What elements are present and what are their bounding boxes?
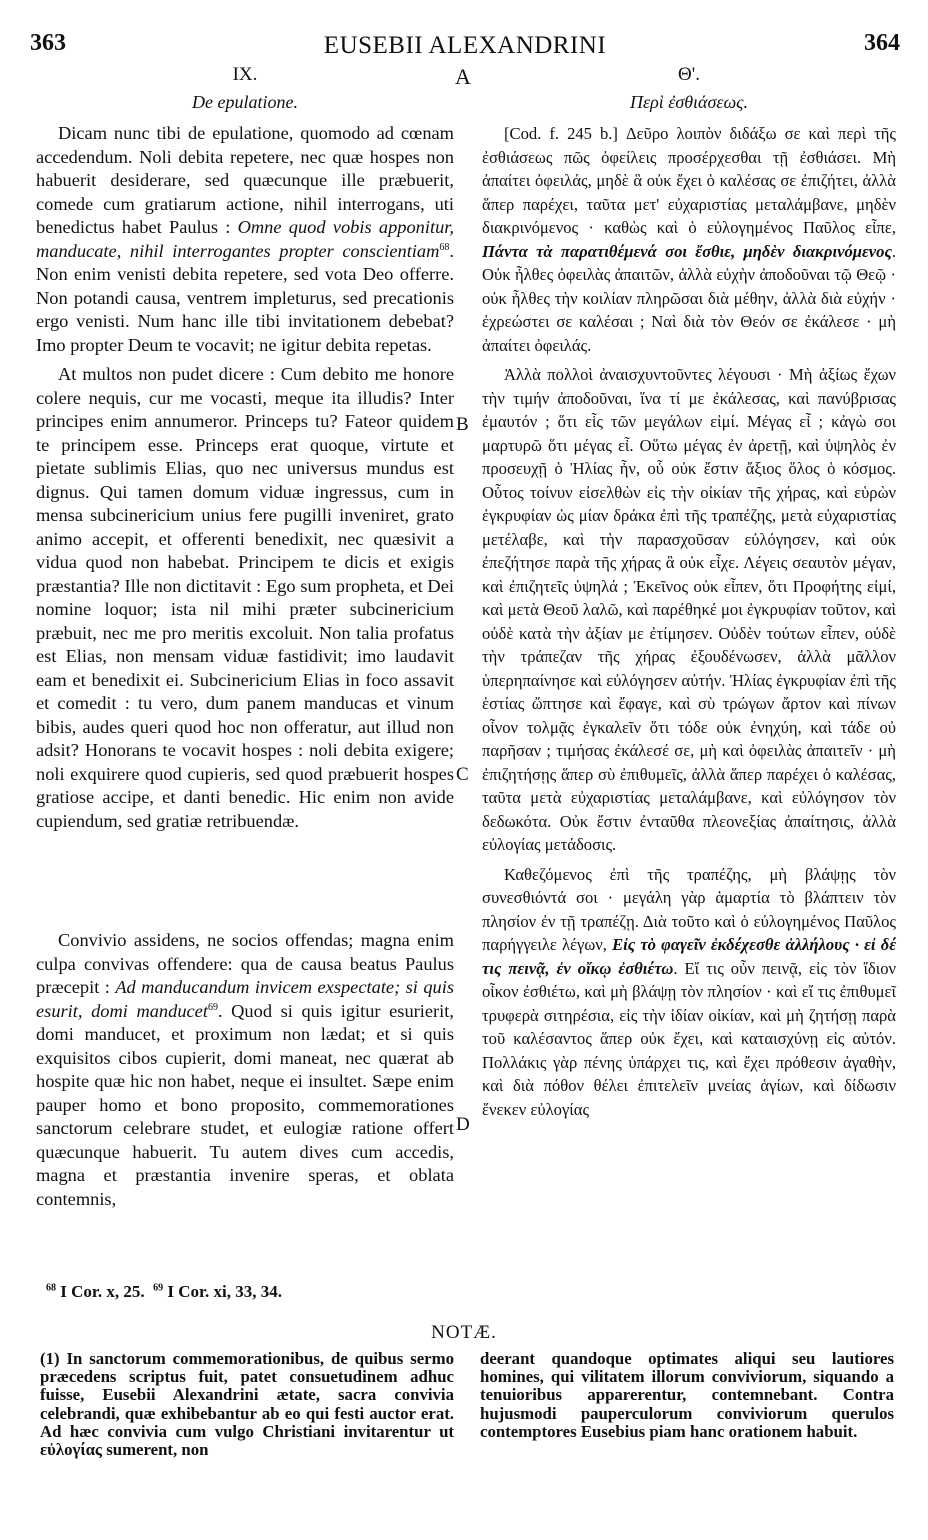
latin-column [36,62,454,1211]
notae-heading: NOTÆ. [431,1322,497,1343]
greek-p3-text-b: . Εἴ τις οὖν πεινᾷ, εἰς τὸν ἴδιον οἶκον ἐσθιέτω, καὶ μὴ βλάψῃ τὸν πλησίον · καὶ εἴ τις ἐπιθυμεῖ τρυφερὰ σιτηρέσια, εἰς τὴν ἰδίαν οἰκίαν, καὶ μὴ ζητήσῃ παρὰ τοῦ καλέσαντος ἅπερ οὐκ ἔχει, καὶ καταισχύνῃ εἰς αὐτόν. Πολλάκις γὰρ πένης ὑπάρχει τις, καὶ ἔχει πρόθεσιν ἀγαθὴν, καὶ διὰ πόθον θέλει ἐπιτελεῖν μνείας ἁγίων, καὶ δίδωσιν ἕνεκεν εὐλογίας [482,958,897,1119]
footnotes [46,1282,466,1302]
latin-p3-footnote-ref: 69 [207,1001,218,1013]
greek-p3-scripture-quote: Εἰς τὸ φαγεῖν ἐκδέχεσθε ἀλλήλους · εἰ δέ τις πεινᾷ, ἐν οἴκῳ ἐσθιέτω [482,935,896,978]
running-head [30,30,900,66]
greek-paragraph-1 [482,122,896,357]
latin-section-number: IX. [232,64,258,85]
latin-p1-scripture-quote: Omne quod vobis apponitur, manducate, nihil interrogantes propter conscientiam [36,217,454,261]
greek-paragraph-2: Ἀλλὰ πολλοὶ ἀναισχυντοῦντες λέγουσι · Μὴ ἀξίως ἔχων τὴν τιμήν ἀποδοῦναι, ἵνα τί με ἐκάλεσας, καὶ πανύβρισας ἐμαυτόν ; ὅτι εἷς τῶν μεγάλων εἰμί. Μέγας εἶ ; κἀγὼ σοι μαρτυρῶ ὅτι μέγας εἶ. Οὕτω μέγας ἐν ἀρετῇ, καὶ ὑψηλὸς ἐν προσευχῇ ὁ Ἠλίας ἦν, οὗ οὐκ ἔστιν ἄξιος ὅλος ὁ κόσμος. Οὗτος τοίνυν εἰσελθὼν εἰς τὴν οἰκίαν τῆς χήρας, καὶ εὑρὼν ἐγκρυφίαν ὡς μίαν δράκα ἐπὶ τῆς τραπέζης, μετὰ εὐχαριστίας μετέλαβε, καὶ τὴν παρασχοῦσαν εὐλόγησεν, καὶ οὐκ ἐπεζήτησε παρὰ τῆς χήρας ἃ οὐκ εἶχε. Λέγεις σεαυτὸν μέγαν, καὶ ἐπιζητεῖς ὑψηλά ; Ἐκεῖνος οὐκ εἶπεν, ὅτι Προφήτης εἰμί, καὶ μετὰ Θεοῦ λαλῶ, καὶ παρέθηκέ μοι ἐγκρυφίαν τοῦτον, καὶ οὐδὲ κατὰ τὴν ἀξίαν με ἐτίμησεν. Οὐδὲν τούτων εἶπεν, οὐδὲ τὴν τράπεζαν τῆς χήρας ἐξουδένωσεν, ἀλλὰ μᾶλλον ὑπερηπαίνησε καὶ εὐλόγησεν αὐτήν. Ἠλίας ἐγκρυφίαν ἐπὶ τῆς ἑστίας ὤπτησε καὶ ἔφαγε, καὶ σὺ τρώγων ἄρτον καὶ πίνων οἶνον τολμᾷς ἐγκαλεῖν ὅτι τόδε οὐκ ἐνηχύη, καὶ τάδε οὐ παρῆσαν ; τιμήσας ἐκάλεσέ σε, μὴ καὶ ὀφειλὰς ἀπαιτεῖν · μὴ ἐπιζητήσῃς ἅπερ σὺ ἐπιθυμεῖς, ἀλλὰ ἅπερ παρέχει ὁ καλέσας, ταῦτα μετὰ εὐχαριστίας μεταλάμβανε, καὶ εὐλόγησον τὸν δεδωκότα. Οὐκ ἔστιν ἐνταῦθα πλεονεξίας ἀπαίτησις, ἀλλὰ εὐλογίας μετάδοσις. [482,365,896,854]
greek-codex-reference: [Cod. f. 245 b.] [504,124,618,143]
margin-letter-a: A [455,64,471,89]
notae-right-column: deerant quandoque optimates aliqui seu lautiores homines, qui vilitatem illorum conviviorum, siquando a tenuioribus apparerentur, contemnebant. Contra hujusmodi pauperculorum conviviorum querulos contemptores Eusebius piam hanc orationem habuit. [480,1349,894,1441]
greek-p1-scripture-quote: Πάντα τὰ παρατιθέμενά σοι ἔσθιε, μηδὲν διακρινόμενος [482,241,892,261]
latin-paragraph-3 [36,929,454,1211]
page-number-right: 364 [864,30,900,56]
margin-letter-d: D [456,1114,470,1135]
latin-p1-text-a: Dicam nunc tibi de epulatione, quomodo ad cœnam accedendum. Noli debita repetere, nec quæ hospes non habuerit desiderare, sed quæcunque ille præbuerit, comede cum gratiarum actione, nihil interrogans, uti benedictus habet Paulus : [36,123,454,237]
notae-left-column: (1) In sanctorum commemorationibus, de quibus sermo præcedens scriptus fuit, patet consuetudinem adhuc fuisse, Eusebii Alexandrini ætate, sacra convivia celebrandi, quæ exhibebantur ab eo qui festi auctor erat. Ad hæc convivia cum vulgo Christiani invitarentur ut εὐλογίας sumerent, non [40,1349,454,1460]
greek-p3-text-a: Καθεζόμενος ἐπὶ τῆς τραπέζης, μὴ βλάψῃς τὸν συνεσθιόντά σοι · μεγάλη γὰρ ἁμαρτία τὸ βλάπτειν τὸν πλησίον ἐν τῇ τραπέζῃ. Διὰ τοῦτο καὶ ὁ εὐλογημένος Παῦλος παρήγγειλε λέγων, [482,864,896,954]
footnote-69-text: I Cor. xi, 33, 34. [163,1282,282,1301]
latin-paragraph-2: At multos non pudet dicere : Cum debito me honore colere nequis, cur me vocasti, meque ita illudis? Inter principes enim annumeror. Princeps tu? Fateor quidem te principem esse. Princeps erat quoque, virtute et pietate sublimis Elias, quo nec universus mundus est dignus. Qui tamen domum viduæ ingressus, cum in mensa subcinericium unius fere pugilli inveniret, grato animo accepit, et offerenti benedixit, nec quæsivit a vidua quod non habebat. Principem te dicis et exigis præstantia? Ille non dictitavit : Ego sum propheta, et Dei nomine loquor; ista nil mihi præter subcinericium præbuit, nec me pro meritis excoluit. Non talia profatus est Elias, non mensam viduæ fastidivit; imo laudavit eam et benedixit ei. Subcinericium Elias in foco assavit et comedit : tu vero, dum panem manducas et vinum bibis, audes queri quod hoc non offeratur, aut illud non adsit? Honorans te vocavit hospes : noli debita exigere; noli exquirere quod cupieris, sed quod præbuerit hospes gratiose accipe, et danti benedic. Hic enim non avide cupiendum, sed gratiæ retribuendæ. [36,364,454,831]
footnote-68-mark: 68 [46,1282,56,1294]
latin-p1-text-b: . Non enim venisti debita repetere, sed vota Deo offerre. Non potandi causa, ventrem impleturus, sed precationis ergo venisti. Num hanc ille tibi invitationem debebat? Imo propter Deum te vocavit; ne igitur debita repetas. [36,240,454,355]
greek-section-title: Περὶ ἐσθιάσεως. [630,92,748,112]
latin-paragraph-1 [36,122,454,357]
latin-p3-text-b: . Quod si quis igitur esurierit, domi manducet, et proximum non lædat; et si quis exquisitos cibos cupierit, domi maneat, nec quærat ab hospite quæ hic non habet, neque ei insultet. Sæpe enim pauper homo et bono proposito, commemorationes sanctorum celebrare studet, et eulogiæ ratione offert quæcunque habuerit. Tu autem dives cum accedis, magna et præstantia invenire speras, et oblata contemnis, [36,1000,454,1209]
greek-section-number: Θ'. [678,64,700,85]
margin-letter-c: C [456,764,469,785]
greek-paragraph-3 [482,863,896,1122]
page-number-left: 363 [30,30,66,56]
greek-p1-text-a: Δεῦρο λοιπὸν διδάξω σε καὶ περὶ τῆς ἐσθιάσεως πῶς ὀφείλεις προσέρχεσθαι τῇ ἐσθιάσει. Μὴ ἀπαίτει ὀφειλάς, μηδὲ ἃ οὐκ ἔχει ὁ καλέσας σε ἐπιζήτει, ἀλλὰ ἅπερ παρέχει, ταῦτα μετ' εὐχαριστίας μεταλάμβανε, μηδὲν διακρινόμενος · καθὼς καὶ ὁ εὐλογημένος Παῦλος εἶπε, [482,124,896,237]
latin-p3-scripture-quote: Ad manducandum invicem exspectate; si quis esurit, domi manducet [36,977,455,1021]
latin-p1-footnote-ref: 68 [439,241,450,253]
greek-p1-text-b: . Οὐκ ἦλθες ὀφειλὰς ἀπαιτῶν, ἀλλὰ εὐχὴν ἀποδοῦναι τῷ Θεῷ · οὐκ ἦλθες τὴν κοιλίαν πληρῶσαι διὰ μέθην, ἀλλὰ διὰ εὐχήν · ἐχρεώστει σε καλέσαι ; Ναὶ διὰ τὸν Θεόν σε ἐκάλεσε · μὴ ἀπαίτει ὀφειλάς. [482,241,896,355]
margin-letter-b: B [456,414,469,435]
footnote-68-text: I Cor. x, 25. [56,1282,145,1301]
latin-p3-text-a: Convivio assidens, ne socios offendas; magna enim culpa convivas offendere: qua de causa beatus Paulus præcepit : [36,930,454,997]
greek-column [482,62,896,1121]
running-title: EUSEBII ALEXANDRINI [323,32,607,59]
footnote-69-mark: 69 [153,1282,164,1294]
latin-section-title: De epulatione. [192,92,298,112]
